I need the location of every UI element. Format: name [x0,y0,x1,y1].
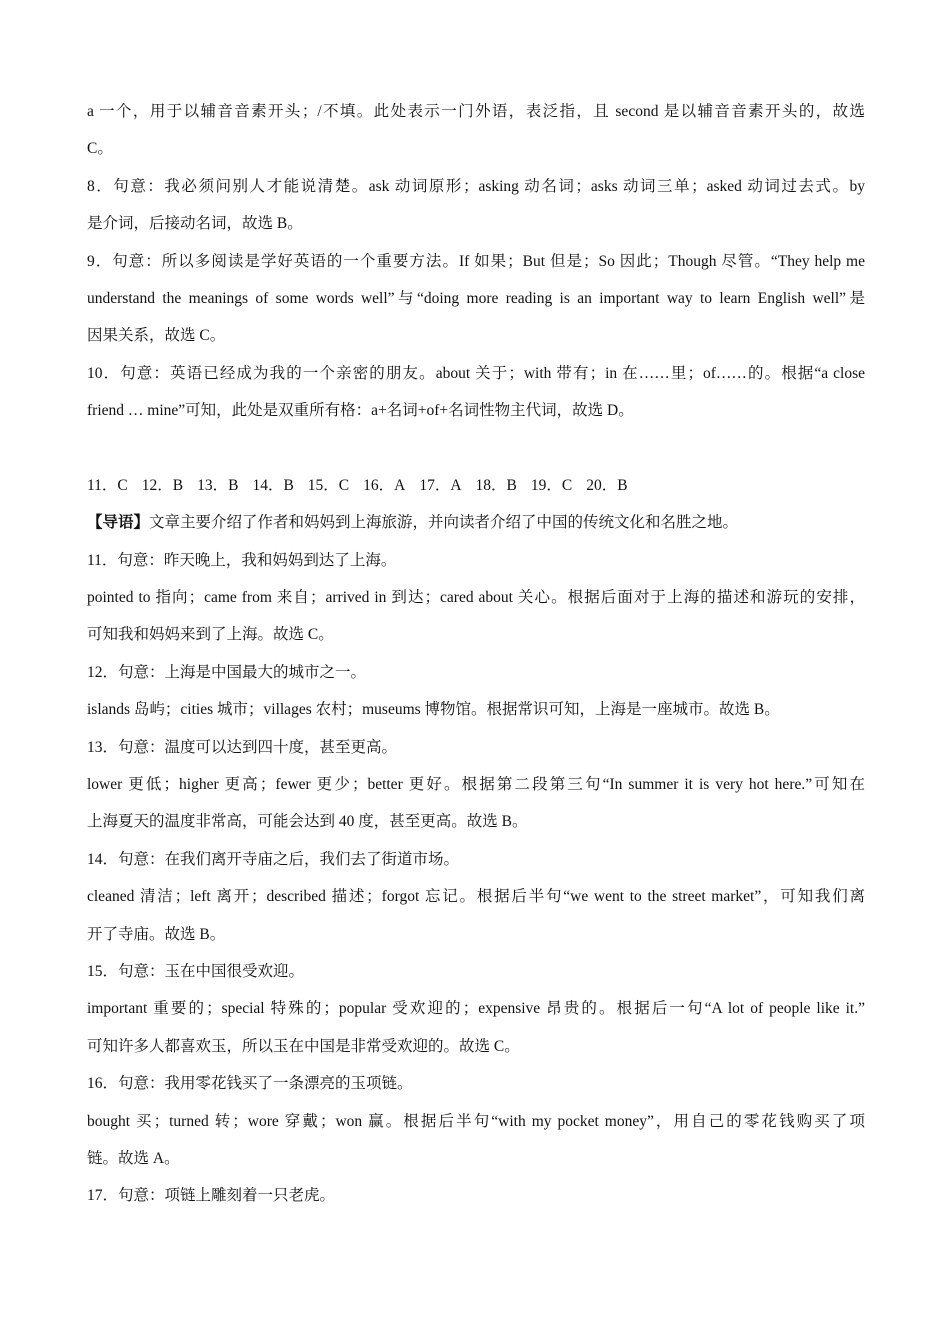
text-line: 10．句意：英语已经成为我的一个亲密的朋友。about 关于；with 带有；in 在……里；of……的。根据“a close [87,364,865,382]
text-line: 可知许多人都喜欢玉，所以玉在中国是非常受欢迎的。故选 C。 [87,1037,520,1055]
answer-explanations-part-1 [87,93,865,430]
text-line: friend … mine”可知，此处是双重所有格：a+名词+of+名词性物主代词，故选 D。 [87,402,634,420]
text-line: 11．句意：昨天晚上，我和妈妈到达了上海。 [87,551,397,569]
text-line: a 一个，用于以辅音音素开头；/不填。此处表示一门外语，表泛指，且 second 是以辅音音素开头的，故选 [87,103,865,120]
text-line: 开了寺庙。故选 B。 [87,925,226,943]
text-line: 15．句意：玉在中国很受欢迎。 [87,962,305,980]
answer-item: 12．B [141,476,184,494]
text-line: important 重要的；special 特殊的；popular 受欢迎的；expensive 昂贵的。根据后一句“A lot of people like it.” [87,1000,865,1018]
text-line: 12．句意：上海是中国最大的城市之一。 [87,663,367,681]
text-line: bought 买；turned 转；wore 穿戴；won 赢。根据后半句“with my pocket money”，用自己的零花钱购买了项 [87,1112,865,1130]
answer-item: 13．B [197,476,239,494]
section-gap [87,430,865,467]
guide-text: 文章主要介绍了作者和妈妈到上海旅游，并向读者介绍了中国的传统文化和名胜之地。 [149,514,739,532]
text-line: 可知我和妈妈来到了上海。故选 C。 [87,626,334,644]
text-line: islands 岛屿；cities 城市；villages 农村；museums 博物馆。根据常识可知，上海是一座城市。故选 B。 [87,701,780,719]
text-line: 因果关系，故选 C。 [87,327,226,345]
answer-item: 16．A [363,476,406,494]
guide-line [87,504,865,541]
text-line: 上海夏天的温度非常高，可能会达到 40 度，甚至更高。故选 B。 [87,813,528,831]
text-line: 16．句意：我用零花钱买了一条漂亮的玉项链。 [87,1075,413,1093]
text-line: 链。故选 A。 [87,1149,180,1167]
answer-key-line [87,467,865,504]
text-line: understand the meanings of some words well”与“doing more reading is an important way to learn English well”是 [87,289,865,307]
text-line: 9．句意：所以多阅读是学好英语的一个重要方法。If 如果；But 但是；So 因此；Though 尽管。“They help me [87,252,865,270]
text-line: 14．句意：在我们离开寺庙之后，我们去了街道市场。 [87,850,460,868]
answer-item: 17．A [419,476,462,494]
text-line: 13．句意：温度可以达到四十度，甚至更高。 [87,738,398,756]
answer-item: 11．C [87,476,128,494]
text-line: 8．句意：我必须问别人才能说清楚。ask 动词原形；asking 动名词；asks 动词三单；asked 动词过去式。by [87,177,865,195]
answer-explanations-part-2 [87,542,865,1215]
text-line: 是介词，后接动名词，故选 B。 [87,215,303,233]
answer-item: 19．C [530,476,573,494]
text-line: 17．句意：项链上雕刻着一只老虎。 [87,1187,336,1205]
answer-item: 14．B [252,476,294,494]
text-line: lower 更低；higher 更高；fewer 更少；better 更好。根据第二段第三句“In summer it is very hot here.”可知在 [87,776,865,794]
answer-item: 15．C [307,476,350,494]
text-line: cleaned 清洁；left 离开；described 描述；forgot 忘记。根据后半句“we went to the street market”，可知我们离 [87,888,865,906]
answer-item: 18．B [475,476,517,494]
text-line: pointed to 指向；came from 来自；arrived in 到达；cared about 关心。根据后面对于上海的描述和游玩的安排， [87,589,865,607]
answer-item: 20．B [586,476,628,494]
document-page [87,93,865,1215]
text-line: C。 [87,140,113,158]
guide-mark: 【导语】 [87,514,150,532]
